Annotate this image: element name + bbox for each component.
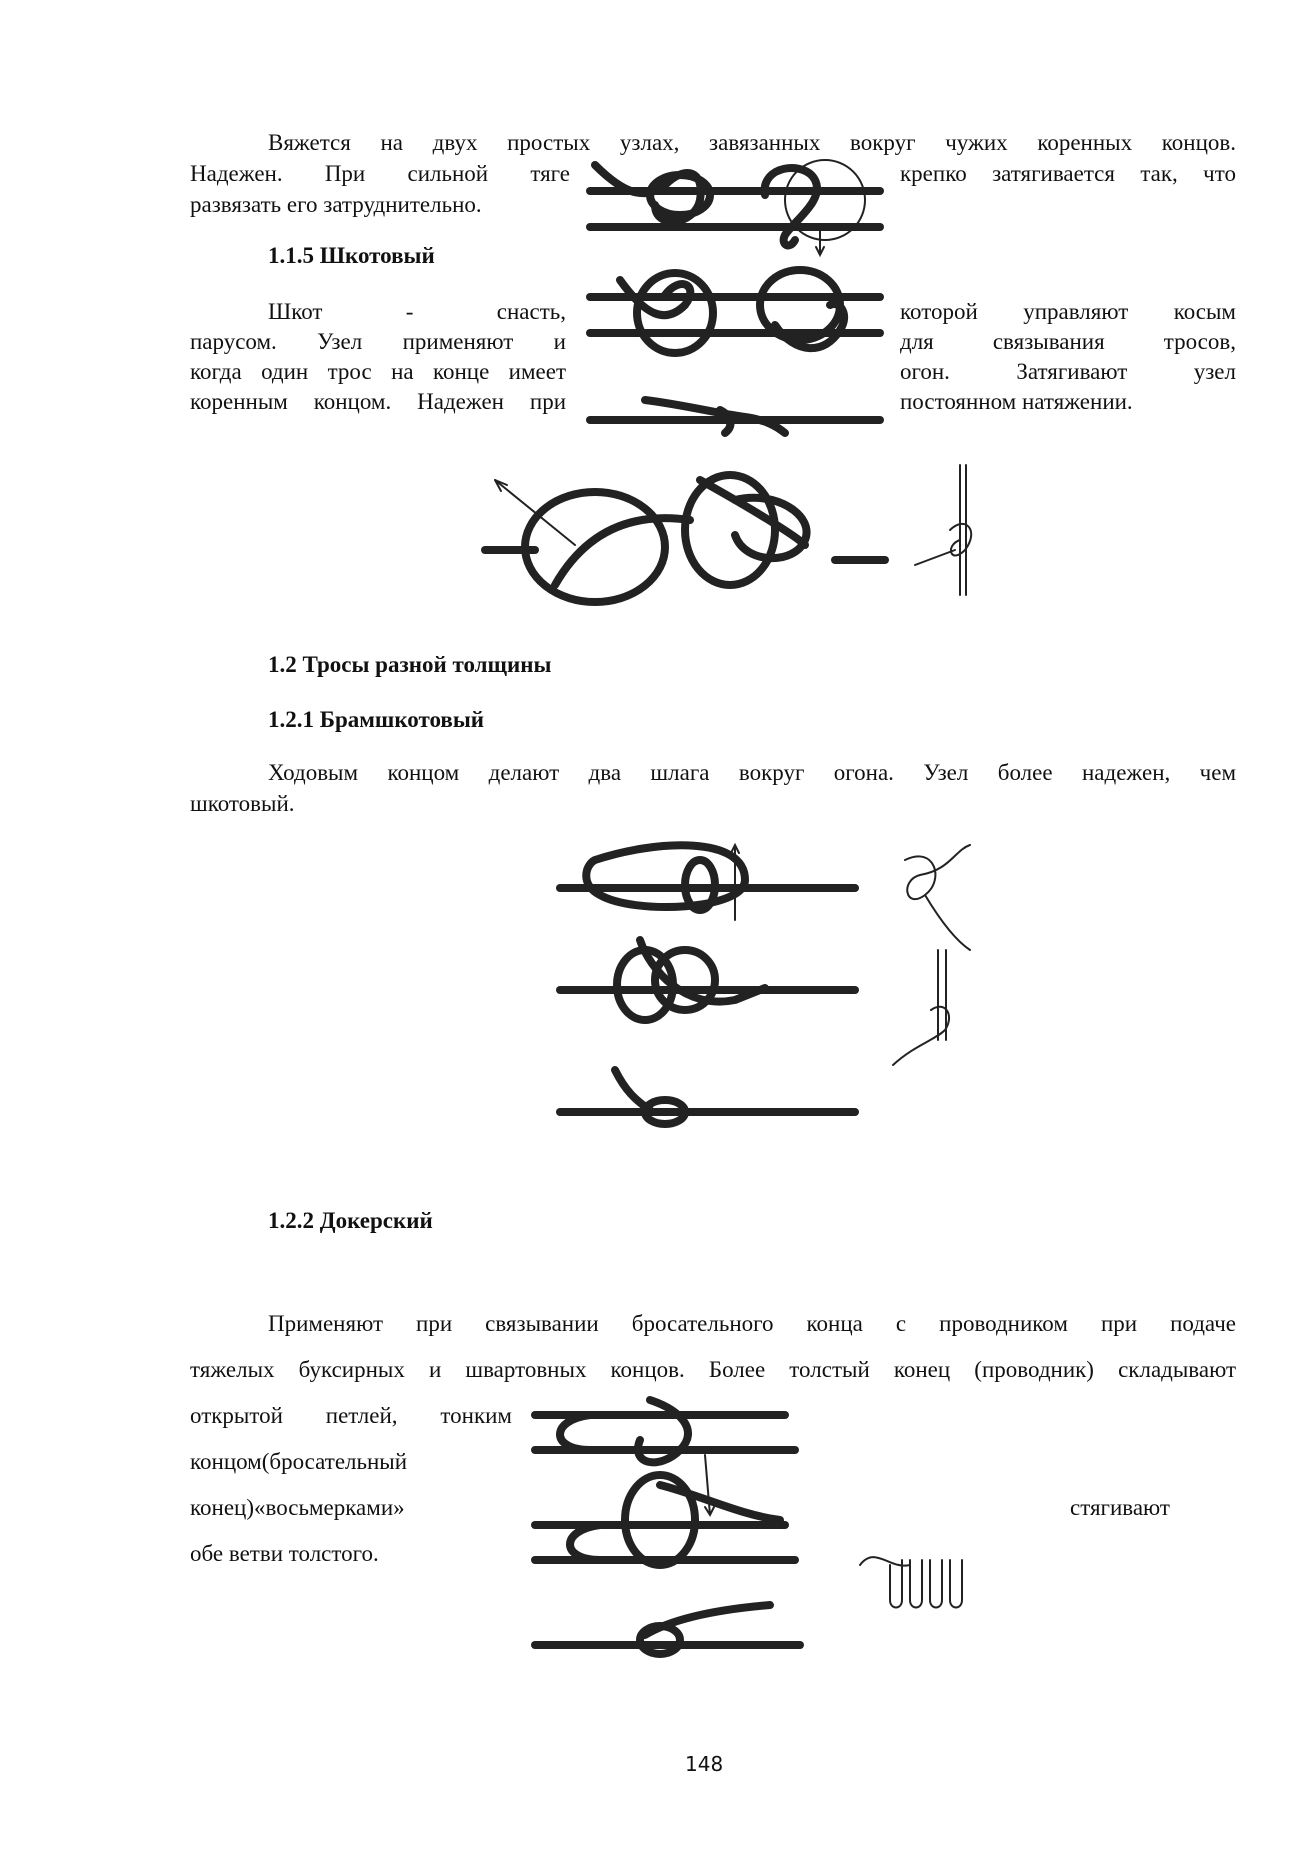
s121-line-1: Ходовым концом делают два шлага вокруг огона. Узел более надежен, чем: [268, 760, 1236, 785]
page-number: 148: [685, 1752, 724, 1776]
s115-left-line-4: коренным концом. Надежен при: [190, 389, 566, 414]
heading-1-2: 1.2 Тросы разной толщины: [268, 652, 552, 677]
s122-left-line-2: концом(бросательный: [190, 1449, 408, 1474]
s115-left-line-1: Шкот - снасть,: [268, 299, 566, 324]
figure-docker-knot: [530, 1395, 1010, 1665]
s121-line-2: шкотовый.: [190, 791, 295, 816]
s122-left-line-4: обе ветви толстого.: [190, 1541, 379, 1566]
figure-knot-sequence-top: [585, 155, 885, 445]
intro-line-3: развязать его затруднительно.: [190, 192, 482, 217]
s115-left-line-2: парусом. Узел применяют и: [190, 329, 566, 354]
intro-line-2-left: Надежен. При сильной тяге: [190, 161, 570, 186]
s115-right-line-1: которой управляют косым: [900, 299, 1236, 324]
s115-right-line-2: для связывания тросов,: [900, 329, 1236, 354]
s115-right-line-4: постоянном натяжении.: [900, 389, 1133, 414]
s122-line-1: Применяют при связывании бросательного конца с проводником при подаче: [268, 1311, 1236, 1336]
heading-1-2-1: 1.2.1 Брамшкотовый: [268, 707, 485, 732]
s115-right-line-3: огон. Затягивают узел: [900, 359, 1236, 384]
heading-1-1-5: 1.1.5 Шкотовый: [268, 243, 435, 268]
s122-left-line-3: конец)«восьмерками»: [190, 1495, 405, 1520]
figure-sheet-bend: [475, 455, 995, 605]
intro-line-2-right: крепко затягивается так, что: [900, 161, 1236, 186]
figure-double-sheet-bend: [555, 840, 1025, 1130]
s115-left-line-3: когда один трос на конце имеет: [190, 359, 566, 384]
heading-1-2-2: 1.2.2 Докерский: [268, 1208, 433, 1233]
intro-line-1: Вяжется на двух простых узлах, завязанных вокруг чужих коренных концов.: [268, 130, 1236, 155]
s122-right: стягивают: [1070, 1495, 1170, 1520]
s122-line-2: тяжелых буксирных и швартовных концов. Более толстый конец (проводник) складывают: [190, 1357, 1236, 1382]
s122-left-line-1: открытой петлей, тонким: [190, 1403, 512, 1428]
